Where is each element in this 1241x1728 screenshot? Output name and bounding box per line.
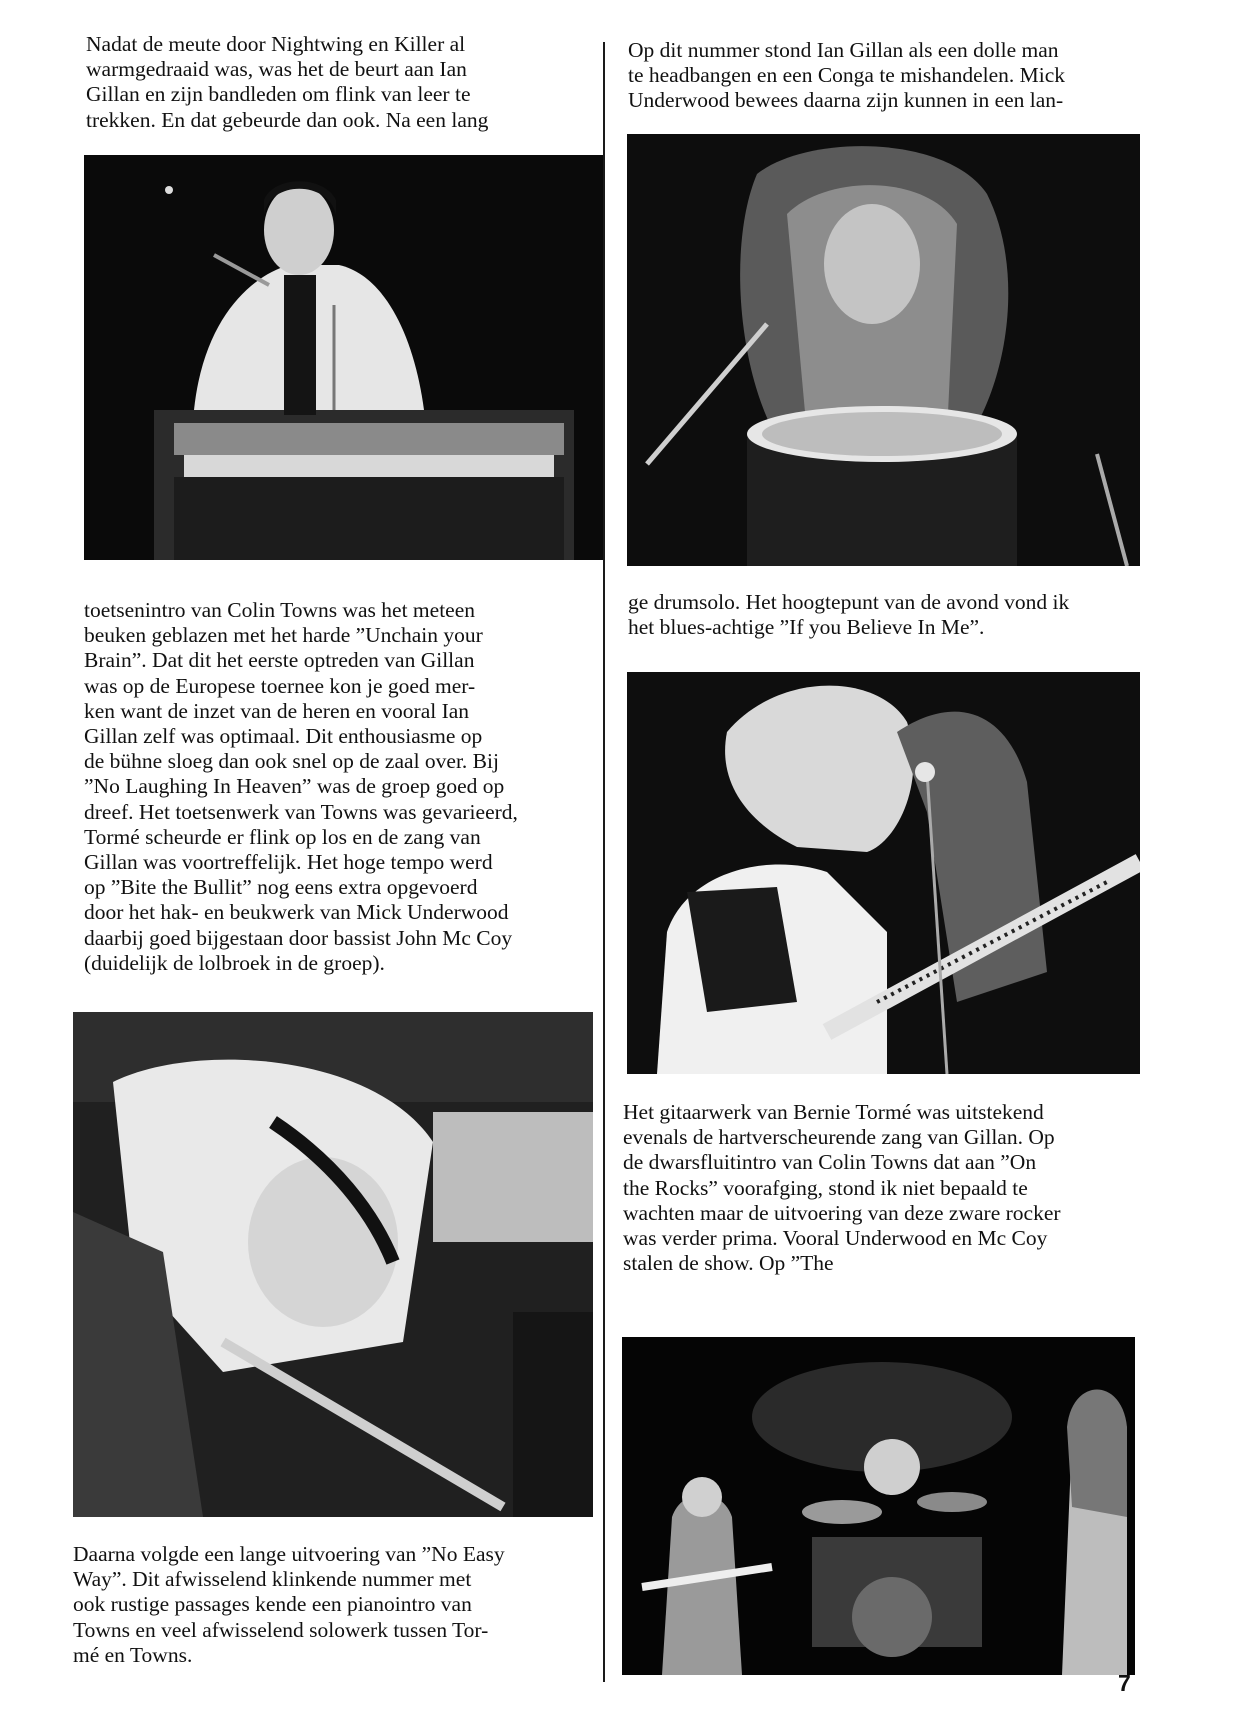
right-paragraph-2: ge drumsolo. Het hoogtepunt van de avond vond ik het blues-achtige ”If you Believe In Me”.: [628, 590, 1070, 640]
photo-bassist-bending: [73, 1012, 593, 1517]
photo-keyboardist-colin-towns: [84, 155, 603, 560]
column-divider: [603, 42, 605, 1682]
photo-gillan-torme-duet: [627, 672, 1140, 1074]
left-paragraph-1: Nadat de meute door Nightwing en Killer al warmgedraaid was, was het de beurt aan Ian Gillan en zijn bandleden om flink van leer te trekken. En dat gebeurde dan ook. Na een lang: [86, 32, 489, 132]
photo-full-band-stage: [622, 1337, 1135, 1675]
left-paragraph-2: toetsenintro van Colin Towns was het meteen beuken geblazen met het harde ”Unchain your Brain”. Dat dit het eerste optreden van Gillan was op de Europese toernee kon je goed mer- ken want de inzet van de heren en vooral Ian Gillan zelf was optimaal. Dit enthousiasme op de bühne sloeg dan ook snel op de zaal over. Bij ”No Laughing In Heaven” was de groep goed op dreef. Het toetsenwerk van Towns was gevarieerd, Tormé scheurde er flink op los en de zang van Gillan was voortreffelijk. Het hoge tempo werd op ”Bite the Bullit” nog eens extra opgevoerd door het hak- en beukwerk van Mick Underwood daarbij goed bijgestaan door bassist John Mc Coy (duidelijk de lolbroek in de groep).: [84, 598, 518, 975]
photo-gillan-conga: [627, 134, 1140, 566]
right-paragraph-3: Het gitaarwerk van Bernie Tormé was uitstekend evenals de hartverscheurende zang van Gillan. Op de dwarsfluitintro van Colin Towns dat aan ”On the Rocks” voorafging, stond ik niet bepaald te wachten maar de uitvoering van deze zware rocker was verder prima. Vooral Underwood en Mc Coy stalen de show. Op ”The: [623, 1100, 1061, 1276]
left-paragraph-3: Daarna volgde een lange uitvoering van ”No Easy Way”. Dit afwisselend klinkende nummer met ook rustige passages kende een pianointro van Towns en veel afwisselend solowerk tussen Tor- mé en Towns.: [73, 1542, 505, 1667]
right-paragraph-1: Op dit nummer stond Ian Gillan als een dolle man te headbangen en een Conga te mishandelen. Mick Underwood bewees daarna zijn kunnen in een lan-: [628, 38, 1066, 113]
page-number: 7: [1118, 1670, 1131, 1696]
